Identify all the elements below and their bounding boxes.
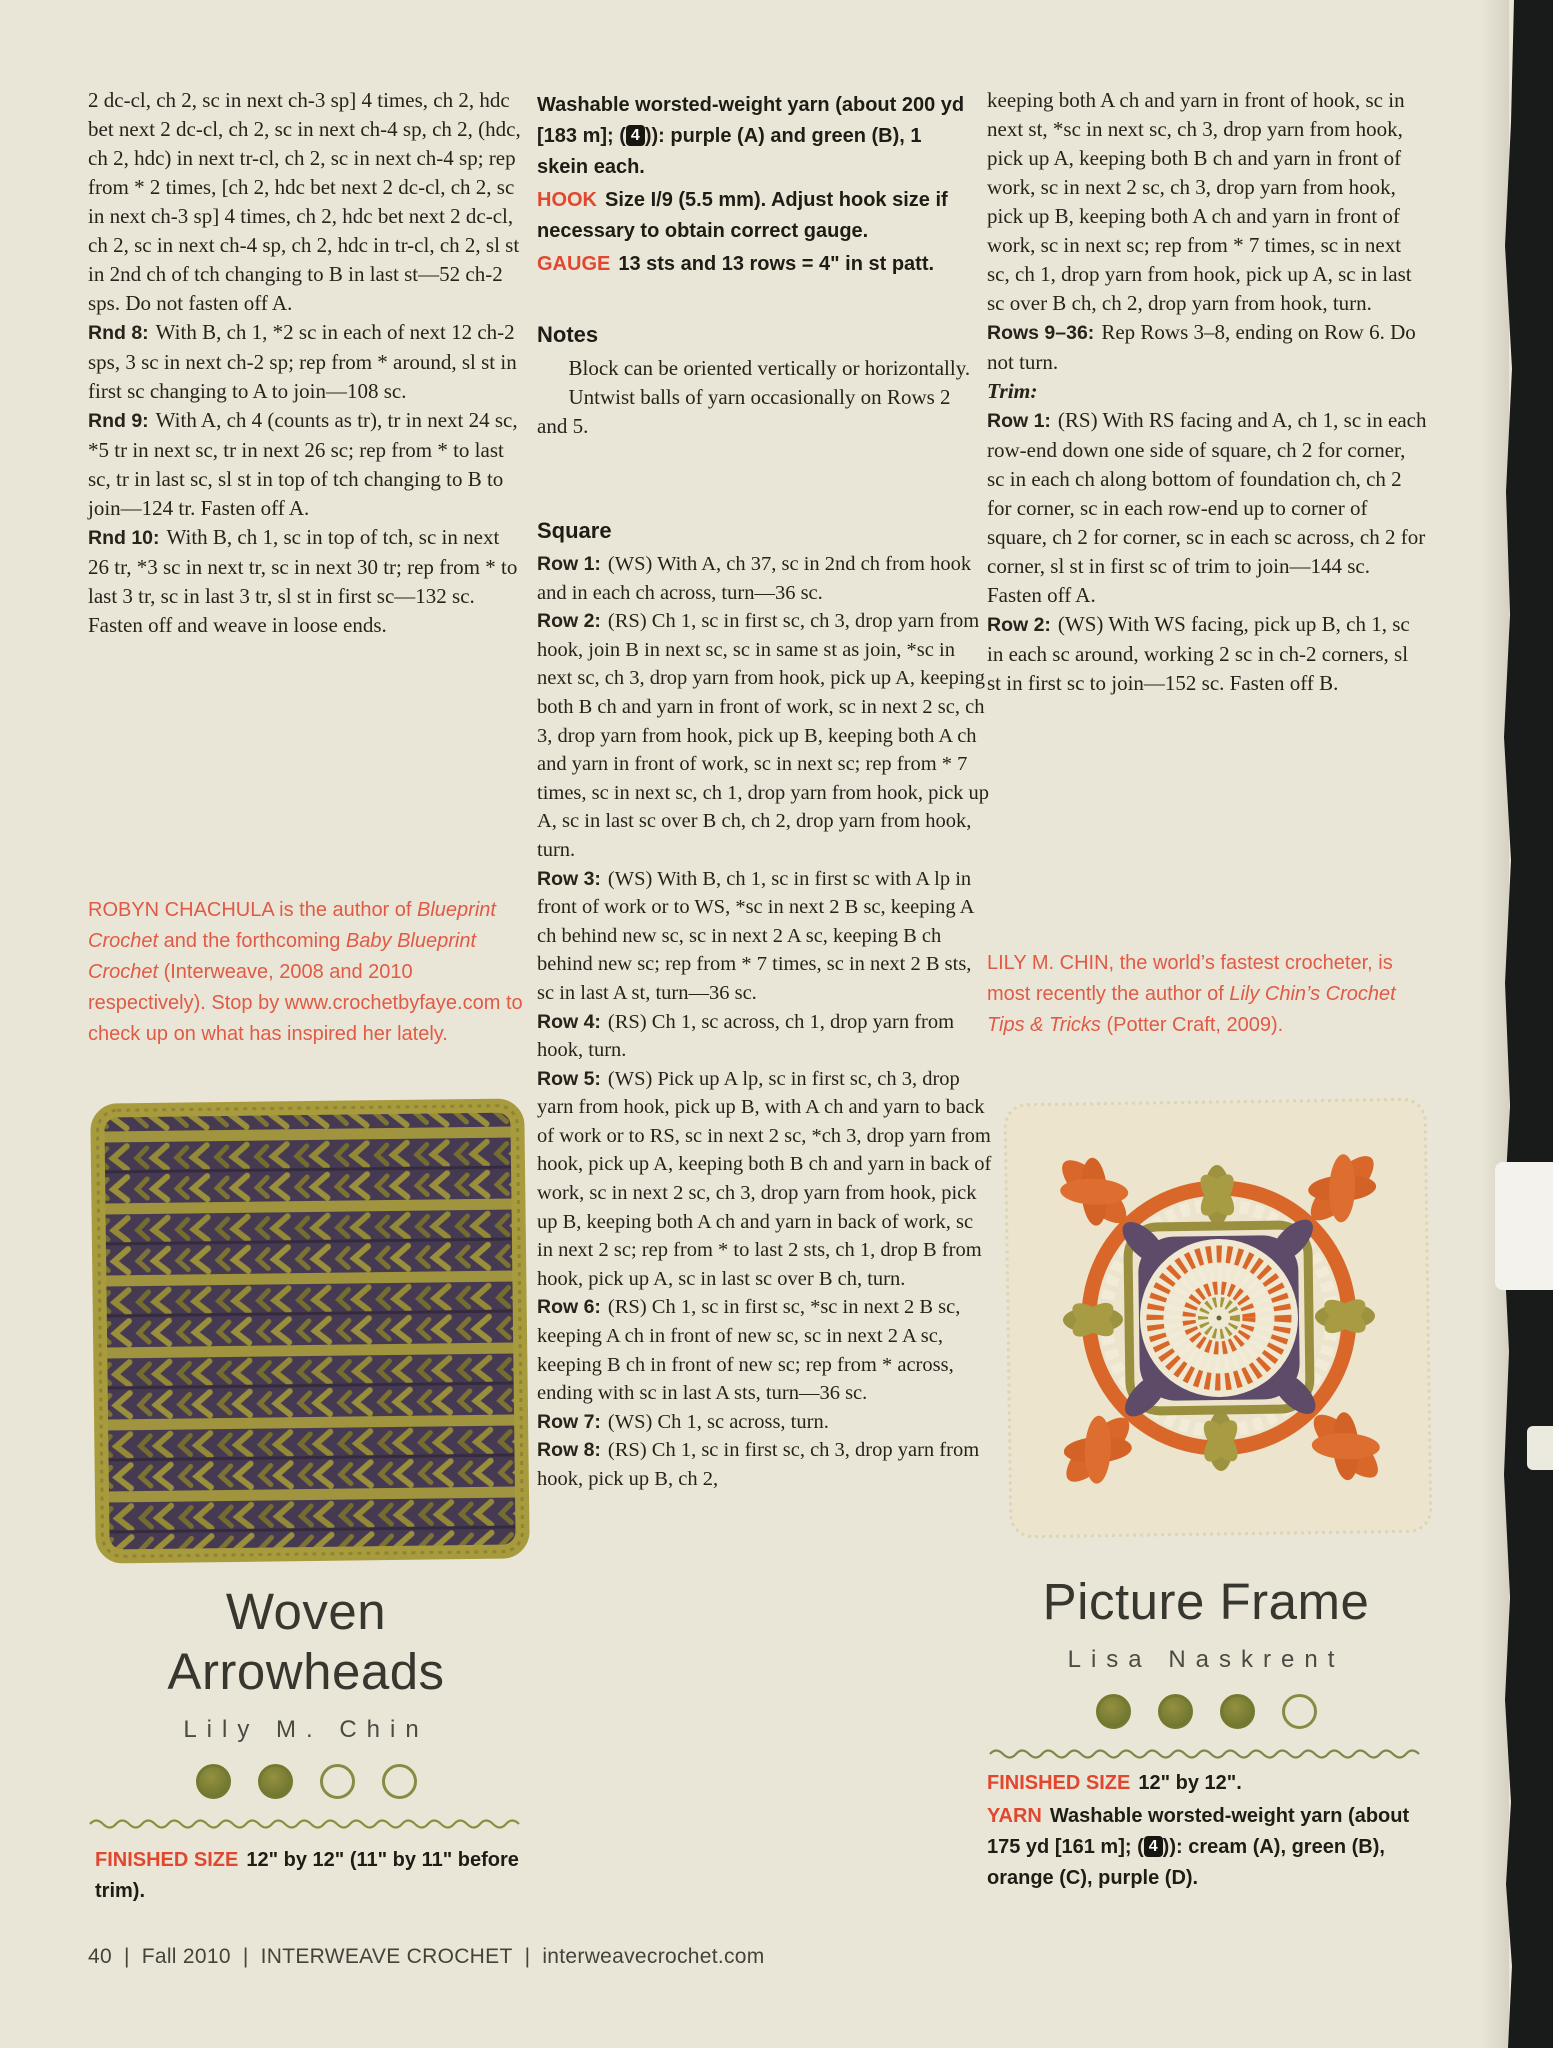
round-label: Rnd 10: (88, 527, 160, 549)
round-text: With A, ch 4 (counts as tr), tr in next 24 sc, *5 tr in next sc, tr in next 26 sc; rep from * to last sc, tr in last sc, sl st in top of tch changing to B to join—124 tr. Fasten off A. (88, 408, 518, 520)
difficulty-rating (80, 1764, 532, 1799)
difficulty-dot-filled (1158, 1694, 1193, 1729)
scan-black-edge (1503, 0, 1553, 2048)
pattern-title-woven-arrowheads (80, 1582, 532, 1702)
designer-byline: Lily M. Chin (183, 1716, 429, 1743)
yarn-text: Washable worsted-weight yarn (about 200 yd [183 m]; (537, 94, 965, 147)
pattern-row (537, 865, 993, 1008)
yarn-weight-icon: ( 4 ) (619, 125, 652, 147)
bio-book-title: Lily Chin’s Crochet Tips & Tricks (987, 983, 1396, 1036)
round-label: Rnd 8: (88, 322, 149, 344)
yarn-weight-icon: ( 4 ) (1137, 1836, 1170, 1858)
row-label: Row 3: (537, 867, 601, 890)
difficulty-rating (980, 1694, 1432, 1729)
row-label: Row 4: (537, 1010, 601, 1033)
pattern-row (537, 1008, 993, 1065)
pattern-round (88, 523, 525, 640)
row-text: (WS) Ch 1, sc across, turn. (607, 1410, 829, 1433)
bio-book-title: Baby Blueprint Crochet (88, 930, 476, 983)
difficulty-dot-filled (196, 1764, 231, 1799)
row-label: Rows 9–36: (987, 322, 1095, 344)
note-paragraph: Untwist balls of yarn occasionally on Rows 2 and 5. (537, 385, 951, 438)
footer-website: interweavecrochet.com (542, 1945, 765, 1968)
bio-text: (Interweave, 2008 and 2010 respectively). Stop by www.crochetbyfaye.com to check up on what has inspired her lately. (88, 961, 523, 1045)
row-label: Row 6: (537, 1296, 601, 1319)
row-label: Row 1: (987, 410, 1051, 432)
row-label: Row 8: (537, 1439, 601, 1462)
pattern-round (88, 318, 525, 406)
footer-separator: | (123, 1945, 130, 1968)
hook-info (537, 185, 975, 247)
footer-separator: | (524, 1945, 531, 1968)
row-text: (RS) Ch 1, sc in first sc, ch 3, drop yarn from hook, join B in next sc, sc in same st as join, *sc in next sc, ch 3, drop yarn from hook, pick up A, keeping both B ch and yarn in front of work, sc in next 2 sc, ch 3, drop yarn from hook, pick up B, keeping both A ch and yarn in front of work, sc in next sc; rep from * 7 times, sc in next sc, ch 1, drop yarn from hook, pick up A, sc in last sc over B ch, ch 2, drop yarn from hook, turn. (537, 610, 990, 861)
page-footer (88, 1945, 848, 1969)
row-label: Row 1: (537, 553, 601, 575)
row-text: (WS) With B, ch 1, sc in first sc with A lp in front of work or to WS, *sc in next 2 B sc, keeping A ch behind new sc, sc in next 2 A sc, keeping B ch behind new sc; rep from * 7 times, sc in next 2 B sts, sc in last A st, turn—36 sc. (537, 867, 974, 1004)
finished-size-left (95, 1845, 532, 1909)
row-text: Rep Rows 3–8, ending on Row 6. Do not turn. (987, 320, 1416, 374)
trim-row (987, 406, 1427, 610)
row-text: (WS) With WS facing, pick up B, ch 1, sc in each sc around, working 2 sc in ch-2 corners, sl st in first sc to join—152 sc. Fasten off B. (987, 612, 1410, 695)
finished-size-label: FINISHED SIZE (95, 1849, 239, 1871)
difficulty-dot-filled (1220, 1694, 1255, 1729)
squiggle-divider (986, 1745, 1426, 1763)
author-bio-lily-chin (987, 948, 1433, 1041)
row-text: (RS) Ch 1, sc in first sc, *sc in next 2 B sc, keeping A ch in front of new sc, sc in next 2 A sc, keeping B ch in front of new sc; rep from * across, ending with sc in last A sts, turn—36 sc. (537, 1296, 961, 1405)
row-text: (RS) With RS facing and A, ch 1, sc in each row-end down one side of square, ch 2 for corner, sc in each ch along bottom of foundation ch, ch 2 for corner, sc in each row-end up to corner of square, ch 2 for corner, sc in each sc across, ch 2 for corner, sl st in first sc of trim to join—144 sc. Fasten off A. (987, 408, 1427, 607)
difficulty-dot-empty (320, 1764, 355, 1799)
row-label: Row 2: (537, 610, 601, 633)
page-edge-shadow (1481, 0, 1509, 2048)
designer-byline: Lisa Naskrent (1067, 1646, 1345, 1673)
torn-paper-patch (1527, 1426, 1553, 1470)
left-column-instructions (88, 86, 525, 640)
finished-size-value: 12" by 12" (11" by 11" before trim). (95, 1849, 519, 1902)
pattern-row (537, 1293, 993, 1407)
finished-size-value: 12" by 12". (1138, 1772, 1242, 1794)
squiggle-divider (86, 1815, 526, 1833)
author-bio-robyn-chachula (88, 895, 525, 1050)
row-label: Row 5: (537, 1067, 601, 1090)
finished-size-label: FINISHED SIZE (987, 1772, 1131, 1794)
finished-size-right (987, 1768, 1437, 1799)
title-line: Arrowheads (167, 1643, 445, 1700)
bio-text: and the forthcoming (158, 930, 346, 952)
pattern-title-picture-frame: Picture Frame (1042, 1573, 1370, 1630)
picture-frame-swatch-image (1000, 1092, 1437, 1547)
gauge-info (537, 249, 975, 280)
yarn-info (537, 90, 975, 183)
bio-text: LILY M. CHIN, the world’s fastest crocheter, is most recently the author of (987, 952, 1393, 1005)
row-text: (WS) Pick up A lp, sc in first sc, ch 3, drop yarn from hook, pick up B, with A ch and yarn to back of work or to RS, sc in next 2 sc, *ch 3, drop yarn from hook, pick up A, keeping both B ch and yarn in back of work, sc in next 2 sc, ch 3, drop yarn from hook, pick up B, keeping both A ch and yarn in back of work, sc in next 2 sc; rep from * to last 2 sts, ch 1, drop B from hook, pick up A, sc in last sc over B ch, turn. (537, 1067, 992, 1290)
row-text: (RS) Ch 1, sc in first sc, ch 3, drop yarn from hook, pick up B, ch 2, (537, 1439, 980, 1490)
difficulty-dot-filled (258, 1764, 293, 1799)
right-column-instructions (987, 86, 1427, 698)
picture-frame-photo (1000, 1092, 1437, 1547)
yarn-info (987, 1801, 1437, 1894)
yarn-text: ): cream (A), green (B), orange (C), purple (D). (987, 1836, 1385, 1889)
pattern-round (88, 406, 525, 523)
footer-issue: Fall 2010 (141, 1945, 231, 1968)
pattern-row (537, 1408, 993, 1437)
woven-arrowheads-photo (89, 1097, 531, 1564)
pattern-row (537, 607, 993, 864)
yarn-hook-gauge-block (537, 90, 975, 282)
row-text: (WS) With A, ch 37, sc in 2nd ch from hook and in each ch across, turn—36 sc. (537, 553, 972, 604)
bio-text: ROBYN CHACHULA is the author of (88, 899, 418, 921)
title-line: Woven (225, 1583, 387, 1640)
round-text: With B, ch 1, *2 sc in each of next 12 ch-2 sps, 3 sc in next ch-2 sp; rep from * around, sl st in first sc changing to A to join—108 sc. (88, 320, 517, 403)
round-text: With B, ch 1, sc in top of tch, sc in next 26 tr, *3 sc in next tr, sc in next 30 tr; rep from * to last 3 tr, sc in last 3 tr, sl st in first sc—132 sc. Fasten off and weave in loose ends. (88, 525, 518, 637)
pattern-continuation-paragraph: 2 dc-cl, ch 2, sc in next ch-3 sp] 4 times, ch 2, hdc bet next 2 dc-cl, ch 2, sc in next ch-4 sp, ch 2, (hdc, ch 2, hdc) in next tr-cl, ch 2, sc in next ch-4 sp; rep from * 2 times, [ch 2, hdc bet next 2 dc-cl, ch 2, sc in next ch-3 sp] 4 times, ch 2, hdc bet next 2 dc-cl, ch 2, sc in next ch-4 sp, ch 2, hdc in tr-cl, ch 2, sl st in 2nd ch of tch changing to B in last st—52 ch-2 sps. Do not fasten off A. (88, 88, 521, 315)
pattern-row (537, 550, 993, 607)
yarn-text: Washable worsted-weight yarn (about 175 yd [161 m]; (987, 1805, 1410, 1858)
pattern-row (537, 1436, 993, 1493)
woven-arrowheads-title-block (80, 1582, 532, 1838)
torn-paper-patch (1495, 1162, 1553, 1290)
woven-arrowheads-swatch-image (89, 1097, 531, 1564)
yarn-text: ): purple (A) and green (B), 1 skein each. (537, 125, 922, 178)
pattern-rows-9-36 (987, 318, 1427, 377)
picture-frame-info-block (987, 1768, 1437, 1896)
picture-frame-title-block (980, 1572, 1432, 1768)
gauge-text: 13 sts and 13 rows = 4" in st patt. (618, 253, 935, 275)
footer-separator: | (242, 1945, 249, 1968)
row-label: Row 2: (987, 614, 1051, 636)
hook-text: Size I/9 (5.5 mm). Adjust hook size if necessary to obtain correct gauge. (537, 189, 948, 242)
notes-section (537, 322, 975, 441)
notes-heading: Notes (537, 322, 599, 347)
difficulty-dot-empty (1282, 1694, 1317, 1729)
page-number: 40 (88, 1945, 112, 1968)
hook-label: HOOK (537, 189, 597, 211)
gauge-label: GAUGE (537, 253, 611, 275)
bio-book-title: Blueprint Crochet (88, 899, 496, 952)
difficulty-dot-filled (1096, 1694, 1131, 1729)
footer-magazine: INTERWEAVE CROCHET (260, 1945, 513, 1968)
trim-heading: Trim: (987, 379, 1038, 403)
note-paragraph: Block can be oriented vertically or horizontally. (568, 356, 971, 380)
square-heading: Square (537, 518, 612, 543)
pattern-continuation-paragraph: keeping both A ch and yarn in front of hook, sc in next st, *sc in next sc, ch 3, drop yarn from hook, pick up A, keeping both B ch and yarn in front of work, sc in next 2 sc, ch 3, drop yarn from hook, pick up B, keeping both A ch and yarn in front of work, sc in next sc; rep from * 7 times, sc in next sc, ch 1, drop yarn from hook, pick up A, sc in last sc over B ch, ch 2, drop yarn from hook, turn. (987, 88, 1412, 315)
bio-text: (Potter Craft, 2009). (1100, 1014, 1284, 1036)
yarn-label: YARN (987, 1805, 1042, 1827)
row-text: (RS) Ch 1, sc across, ch 1, drop yarn from hook, turn. (537, 1010, 955, 1062)
trim-row (987, 610, 1427, 698)
pattern-row (537, 1065, 993, 1294)
row-label: Row 7: (537, 1410, 601, 1433)
difficulty-dot-empty (382, 1764, 417, 1799)
square-instructions-section (537, 518, 993, 1494)
round-label: Rnd 9: (88, 410, 149, 432)
